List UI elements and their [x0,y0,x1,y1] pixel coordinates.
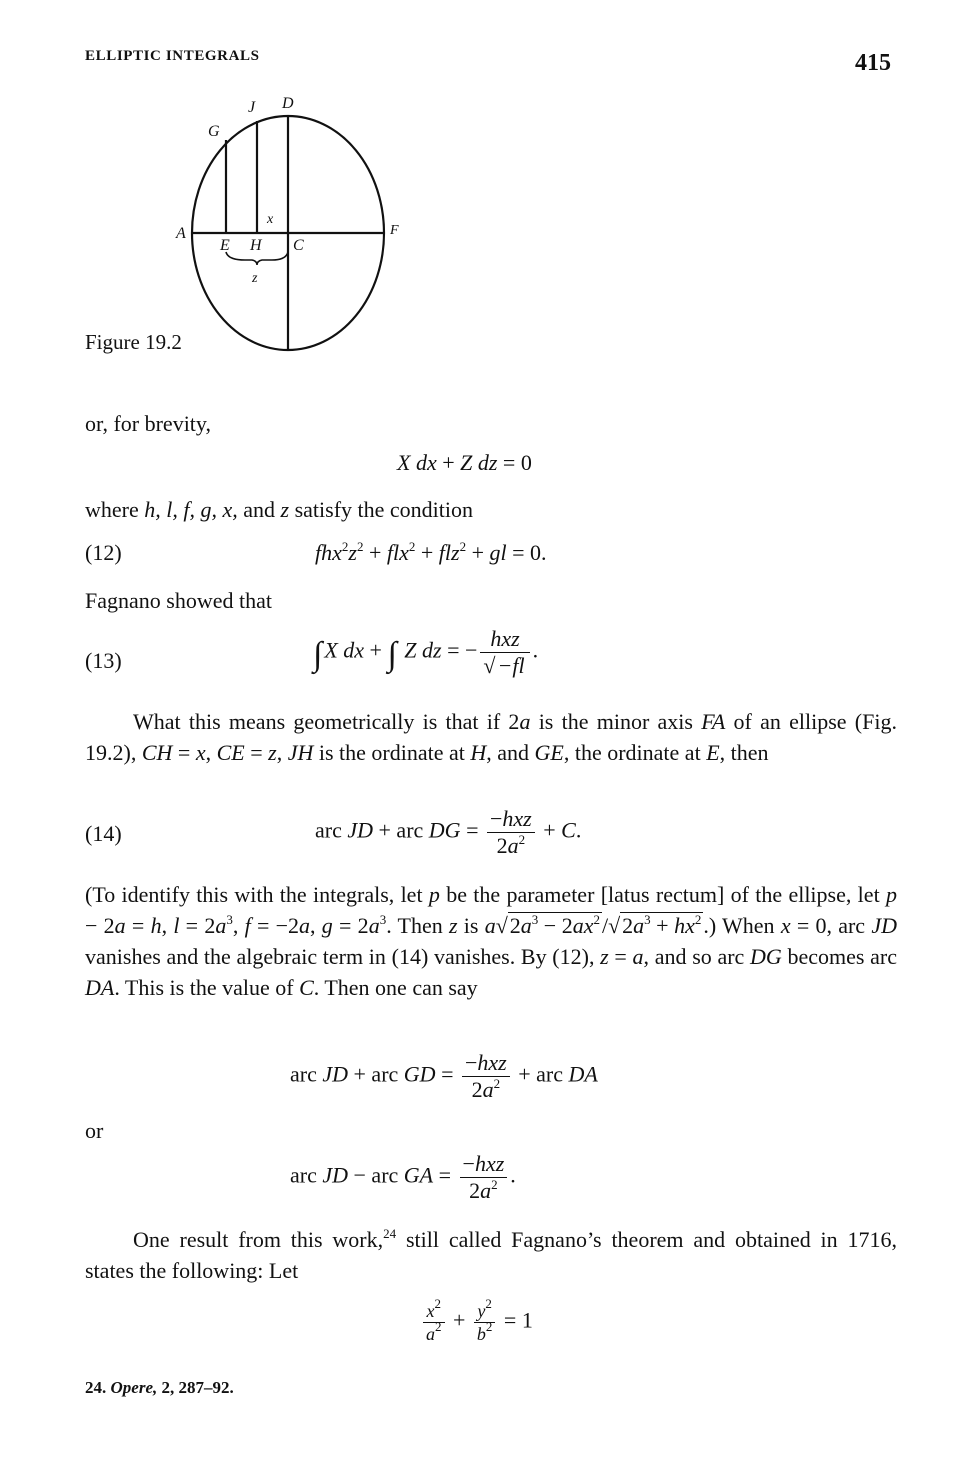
paragraph-identify: (To identify this with the integrals, let p be the parameter [latus rectum] of the ellipse, let p − 2a = h, $l = 2a^3$, f = −2a, $g = 2a^3$. Then z is $a√2a^3 - 2ax^2/√2a^3 + hx^2$.) When x = 0, arc JD vanishes and the algebraic term in (14) vanishes. By (12), z = a, and so arc DG becomes arc DA. This is the value of C. Then one can say [85,882,897,1000]
equation-number-12: (12) [85,540,122,565]
paragraph-or: or [85,1118,104,1143]
equation-arc-difference: arc JD − arc GA = $\frac{\text{−hxz}}{2a^2}$ . [290,1151,516,1203]
ellipse-figure [170,92,420,357]
label-A: A [176,225,186,242]
page-number: 415 [855,50,891,76]
label-J: J [248,99,256,116]
figure-caption: Figure 19.2 [85,330,182,354]
equation-arc-sum: arc JD + arc GD = $\frac{\text{−hxz}}{2a^2}$ + arc DA [290,1050,598,1102]
equation-number-13: (13) [85,648,122,673]
label-F: F [390,223,399,238]
label-G: G [208,123,220,140]
paragraph-geometric: What this means geometrically is that if 2a is the minor axis FA of an ellipse (Fig. 19.2), CH = x, CE = z, JH is the ordinate at H, and GE, the ordinate at E, then [85,709,897,765]
paragraph-fagnano-showed: Fagnano showed that [85,588,272,613]
label-z: z [252,271,258,286]
equation-13: ∫X dx + ∫ Z dz = − $\frac{\text{hxz}}{√-fl}$ . [313,626,539,678]
equation-brevity: X dx + Z dz = 0 [397,450,532,475]
paragraph-fagnano-theorem: One result from this work,$^{24}$ still called Fagnano’s theorem and obtained in 1716, states the following: Let [85,1226,897,1283]
running-head: ELLIPTIC INTEGRALS [85,48,260,64]
label-H: H [250,237,262,254]
label-D: D [282,95,294,112]
equation-number-14: (14) [85,821,122,846]
footnote-24: 24. Opere, 2, 287–92. [85,1378,234,1397]
equation-14: arc JD + arc DG = $\frac{\text{−hxz}}{2a^2}$ + C. [315,806,582,858]
paragraph-brevity: or, for brevity, [85,411,211,436]
equation-ellipse: $\frac{x^2}{a^2}$ + $\frac{y^2}{b^2}$ = 1 [420,1302,533,1343]
label-x: x [267,212,274,227]
label-E: E [220,237,230,254]
label-C: C [293,237,304,254]
equation-12: $fhx^2z^2 + flx^2 + flz^2$ + gl = 0. [315,539,547,565]
paragraph-condition: where h, l, f, g, x, and z satisfy the condition [85,497,473,522]
